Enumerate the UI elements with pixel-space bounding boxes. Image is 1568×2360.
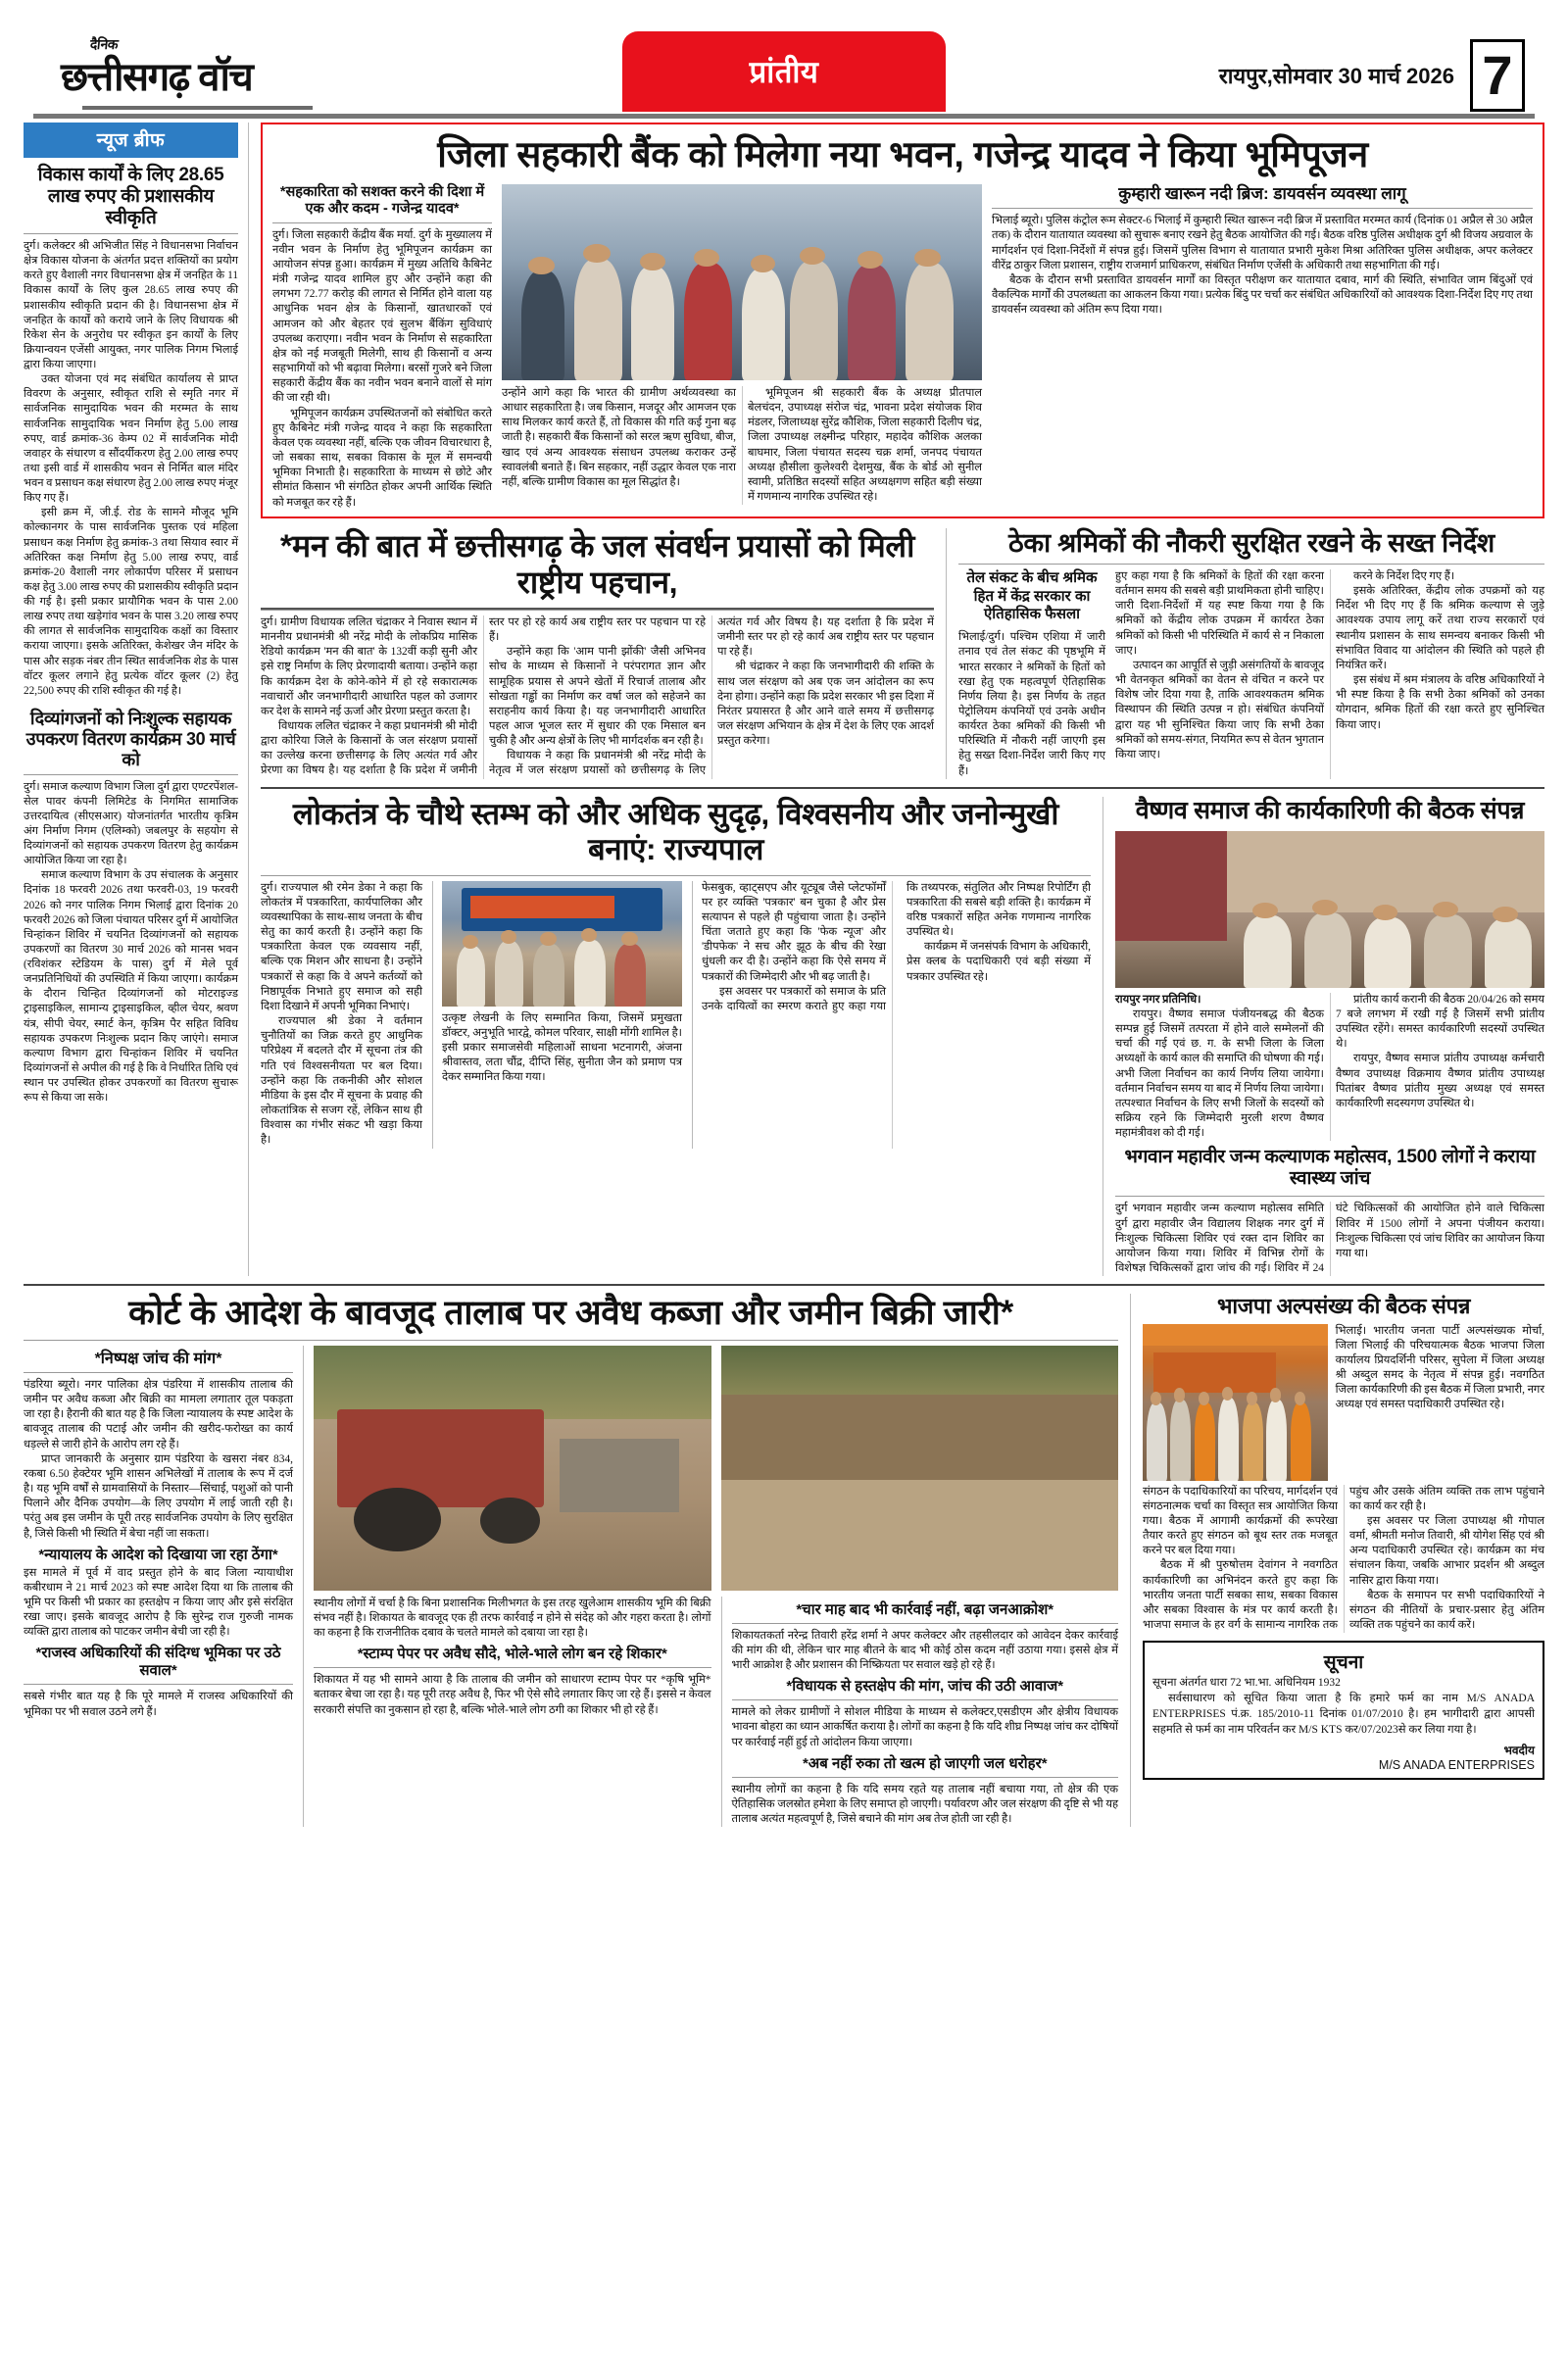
rajyapal-p3: उत्कृष्ट लेखनी के लिए सम्मानित किया, जिसमें प्रमुखता डॉक्टर, अनुभूति भारद्वे, कोमल परिवार, साक्षी मोंगी शामिल है। इसी प्रकार समाजसेवी महिलाओं साधना भटनागरी, अंजना श्रीवास्तव, लता चौंद्र, दीप्ति सिंह, सुनीता जैन को प्रमाण पत्र देकर सम्मानित किया गया। xyxy=(442,1011,682,1084)
top-story-col-2 xyxy=(502,184,982,511)
top-story-headline: जिला सहकारी बैंक को मिलेगा नया भवन, गजेन्द्र यादव ने किया भूमिपूजन xyxy=(437,134,1368,174)
rail-para-2: उक्त योजना एवं मद संबंधित कार्यालय से प्राप्त विवरण के अनुसार, स्वीकृत राशि से स्मृति नगर में सार्वजनिक सामुदायिक भवन की मरम्मत के साथ सार्वजनिक सामुदायिक भवन निर्माण हेतु 5.00 लाख रुपए, वार्ड क्रमांक-36 केम्प 02 में सार्वजनिक मोदी जवाहर के संधारण व सौंदर्यीकरण हेतु 2.00 लाख रुपए तथा इसी वार्ड में शासकीय भवन से निर्मित बाल मंदिर भवन व प्रसाधन कक्ष संधारण हेतु 2.00 लाख रुपए मंजूर किए गए हैं। xyxy=(24,373,238,505)
rule xyxy=(24,1372,293,1373)
masthead xyxy=(24,18,1544,112)
logo-name: छत्तीसगढ़ वॉच xyxy=(61,56,253,99)
notice-sign-label: भवदीय xyxy=(1503,1743,1535,1757)
bjp-story xyxy=(1131,1294,1544,1827)
photo-vaishnav-meeting xyxy=(1115,831,1544,988)
rail-headline-2: दिव्यांगजनों को निःशुल्क सहायक उपकरण वितरण कार्यक्रम 30 मार्च को xyxy=(25,708,236,769)
thekaa-p5: इसके अतिरिक्त, केंद्रीय लोक उपक्रमों को यह निर्देश भी दिए गए हैं कि श्रमिक कल्याण से जुड़े आवश्यक उपाय लागू करें तथा राज्य सरकारों एवं स्थानीय प्रशासन के साथ समन्वय बनाकर किसी भी संभावित विवाद या आंदोलन की स्थिति को पहले ही नियंत्रित करें। xyxy=(1336,585,1544,671)
talab-caption-col-right xyxy=(721,1597,1119,1827)
rajyapal-p1: दुर्ग। राज्यपाल श्री रमेन डेका ने कहा कि लोकतंत्र में पत्रकारिता, कार्यपालिका और व्यवस्थापिका के साथ-साथ जनता के बीच सेतु का कार्य करती है। उन्होंने कहा कि पत्रकारिता केवल एक व्यवसाय नहीं, बल्कि एक मिशन और साधना है। उन्होंने पत्रकारों से कहा कि वे अपने कर्तव्यों को निष्ठापूर्वक निभाते हुए समाज को सही दिशा दिखाने में अपनी भूमिका निभाएं। xyxy=(261,881,422,1012)
rajyapal-p5: इस अवसर पर पत्रकारों को समाज के प्रति उनके दायित्वों का स्मरण कराते हुए कहा गया कि तथ्यपरक, संतुलित और निष्पक्ष रिपोर्टिंग ही पत्रकारिता की सबसे बड़ी शक्ति है। कार्यक्रम में वरिष्ठ पत्रकारों सहित अनेक गणमान्य नागरिक उपस्थित थे। xyxy=(702,881,1091,1012)
rail-para-1: दुर्ग। कलेक्टर श्री अभिजीत सिंह ने विधानसभा निर्वाचन क्षेत्र विकास योजना के अंतर्गत प्रदत्त शक्तियों का प्रयोग करते हुए वैशाली नगर विधानसभा क्षेत्र में जनहित के 11 विकास कार्यों के लिए कुल 28.65 लाख रुपए की प्रशासकीय स्वीकृति प्रदान की है। विधानसभा क्षेत्र में जनहित के कार्यों को कराये जाने के लिए विधायक श्री रिकेश सेन के अनुरोध पर स्वीकृत इन कार्यों के लिए क्रियान्वयन एजेंसी आयुक्त, नगर पालिक निगम भिलाई द्वारा किया जाएगा। xyxy=(24,240,238,371)
rail-headline-1: विकास कार्यों के लिए 28.65 लाख रुपए की प्रशासकीय स्वीकृति xyxy=(37,165,224,229)
vaishnav-p1: रायपुर। वैष्णव समाज पंजीयनबद्ध की बैठक सम्पन्न हुई जिसमें तत्परता में होने वाले सम्मेलनों की चर्चा की गई एवं छ. ग. के सभी जिला के जिला अध्यक्षों के कार्य काल की समाप्ति की घोषणा की गई। अभी जिला निर्वाचन का कार्य निर्णय लिया जायेगा। वर्तमान निर्वाचन समय या बाद में निर्णय लिया जायेगा। तत्पश्चात निर्वाचन के लिए सभी जिलों के सदस्यों को सक्रिय रहने कि जिम्मेदारी मुरली शरण वैष्णव महामंत्रीवश को दी गई। xyxy=(1115,1008,1324,1140)
talab-sub-6: *अब नहीं रुका तो खत्म हो जाएगी जल धरोहर* xyxy=(802,1754,1048,1772)
thekaa-p6: इस संबंध में श्रम मंत्रालय के वरिष्ठ अधिकारियों ने भी स्पष्ट किया है कि सभी ठेका श्रमिकों को उनका योगदान, श्रमिक हितों की रक्षा करते हुए सुनिश्चित किया जाए। xyxy=(1336,674,1544,731)
top-story-col2-text xyxy=(502,386,982,505)
thekaa-p1: भिलाई/दुर्ग। पश्चिम एशिया में जारी तनाव एवं तेल संकट की पृष्ठभूमि में भारत सरकार ने श्रमिकों के हितों को रखा हेतु एक महत्वपूर्ण ऐतिहासिक निर्णय लिया है। इस निर्णय के तहत पेट्रोलियम कंपनियों एवं उनके अधीन कार्यरत ठेका श्रमिकों की किसी भी परिस्थिति में नौकरी नहीं जाएगी इस हेतु सख्त दिशा-निर्देश जारी किए गए हैं। xyxy=(958,631,1105,777)
photo-content xyxy=(721,1346,1119,1591)
rule xyxy=(992,208,1533,209)
vaishnav-byline: रायपुर नगर प्रतिनिधि। xyxy=(1115,993,1201,1006)
photo-content xyxy=(1143,1324,1328,1481)
rajyapal-col-1 xyxy=(261,881,422,1149)
mkb-p4: विधायक ने कहा कि प्रधानमंत्री श्री नरेंद्र मोदी के नेतृत्व में जल संरक्षण प्रयासों को छत्तीसगढ़ के लिए अत्यंत गर्व और विषय है। यह दर्शाता है कि प्रदेश में जमीनी स्तर पर हो रहे कार्य अब राष्ट्रीय स्तर पर पहचान पा रहे हैं। xyxy=(489,615,934,777)
mann-ki-baat-text xyxy=(261,615,934,779)
talab-sub-3: *राजस्व अधिकारियों की संदिग्ध भूमिका पर उठे सवाल* xyxy=(35,1645,281,1680)
section-four xyxy=(24,1284,1544,1827)
rail-para-4: दुर्ग। समाज कल्याण विभाग जिला दुर्ग द्वारा एण्टरपेंशल-सेल पावर कंपनी लिमिटेड के निगमित सामाजिक उत्तरदायित्व (सीएसआर) योजनांतर्गत भारतीय कृत्रिम अंग निर्माण निगम (एलिम्को) जबलपुर के सहयोग से दिव्यांगजनों को सहायक उपकरण वितरण हेतु कार्यक्रम आयोजित किया जा रहा है। xyxy=(24,780,238,867)
vaishnav-headline: वैष्णव समाज की कार्यकारिणी की बैठक संपन्न xyxy=(1135,796,1525,824)
mkb-p2: विधायक ललित चंद्राकर ने कहा प्रधानमंत्री श्री मोदी द्वारा कोरिया जिले के किसानों के जल संरक्षण प्रयासों का उल्लेख करना छत्तीसगढ़ के लिए अत्यंत गर्व और प्रेरणा का विषय है। यह दर्शाता है कि प्रदेश में जमीनी स्तर पर हो रहे कार्य अब राष्ट्रीय स्तर पर पहचान पा रहे हैं। xyxy=(261,615,706,777)
talab-p1: पंडरिया ब्यूरो। नगर पालिका क्षेत्र पंडरिया में शासकीय तालाब की जमीन पर अवैध कब्जा और बिक्री का मामला लगातार तूल पकड़ता जा रहा है। हैरानी की बात यह है कि जिला न्यायालय के स्पष्ट आदेश के बावजूद तालाब की पटाई और जमीन की खरीद-फरोख्त का कार्य धड़ल्ले से जारी होने के आरोप लग रहे हैं। xyxy=(24,1378,293,1450)
photo-rajyapal-event xyxy=(442,881,682,1007)
mkb-p3: उन्होंने कहा कि 'आम पानी झोंकी' जैसी अभिनव सोच के माध्यम से किसानों ने परंपरागत ज्ञान और सामूहिक प्रयास से अपने खेतों में रिचार्ज तालाब और सोखता गड्ढों का निर्माण कर वर्षा जल को सहेजने का सराहनीय कार्य किया है। यह जनभागीदारी आधारित पहल आज भूजल स्तर में सुधार की एक मिसाल बन चुकी है और अन्य क्षेत्रों के लिए भी मार्गदर्शक बन रही है। xyxy=(489,646,706,748)
rule xyxy=(732,1699,1119,1700)
rule xyxy=(958,564,1544,565)
talab-sub-5: *विधायक से हस्तक्षेप की मांग, जांच की उठी आवाज* xyxy=(786,1678,1064,1696)
talab-col-1 xyxy=(24,1346,293,1827)
talab-p2: प्राप्त जानकारी के अनुसार ग्राम पंडरिया के खसरा नंबर 834, रकबा 6.50 हेक्टेयर भूमि शासन अभिलेखों में तालाब के रूप में दर्ज है। यह भूमि वर्षों से ग्रामवासियों के निस्तार—सिंचाई, पशुओं को पानी पिलाने और दैनिक उपयोग—के लिए उपयोग में लाई जाती रही है। परंतु अब इस जमीन के पूरी तरह सार्वजनिक उपयोग के लिए सुरक्षित है, जिसे किसी भी स्थिति में बेचा नहीं जा सकता। xyxy=(24,1452,293,1540)
notice-sign-name: M/S ANADA ENTERPRISES xyxy=(1378,1757,1535,1772)
top-story xyxy=(261,123,1544,518)
thekaa-headline: ठेका श्रमिकों की नौकरी सुरक्षित रखने के सख्त निर्देश xyxy=(1008,527,1494,558)
talab-p8: स्थानीय लोगों का कहना है कि यदि समय रहते यह तालाब नहीं बचाया गया, तो क्षेत्र की एक ऐतिहासिक जलस्रोत हमेशा के लिए समाप्त हो जाएगी। पर्यावरण और जल संरक्षण की दृष्टि से भी यह तालाब अत्यंत महत्वपूर्ण है, जिसे बचाने की मांग अब तेज होती जा रही है। xyxy=(731,1783,1118,1826)
news-brief-rail xyxy=(24,123,249,1276)
top-story-subhead-right: कुम्हारी खारून नदी ब्रिज: डायवर्सन व्यवस्था लागू xyxy=(1118,183,1406,203)
talab-p6: शिकायतकर्ता नरेन्द्र तिवारी हरेंद्र शर्मा ने अपर कलेक्टर और तहसीलदार को आवेदन देकर कार्रवाई की मांग की थी, लेकिन चार माह बीतने के बाद भी कोई ठोस कदम नहीं उठाया गया। इससे क्षेत्र में भारी आक्रोश है और प्रशासन की निष्क्रियता पर सवाल खड़े हो रहे हैं। xyxy=(731,1629,1118,1672)
photo-content xyxy=(1115,831,1544,988)
mkb-p1: दुर्ग। ग्रामीण विधायक ललित चंद्राकर ने निवास स्थान में माननीय प्रधानमंत्री श्री नरेंद्र मोदी के लोकप्रिय मासिक रेडियो कार्यक्रम 'मन की बात' के 132वीं कड़ी सुनी और इसे राष्ट्र निर्माण के लिए प्रेरणादायी बताया। उन्होंने कहा कि कार्यक्रम देश के कोने-कोने में हो रहे सकारात्मक नवाचारों और जनभागीदारी आधारित पहल को उजागर कर देश के सामने नई ऊर्जा और प्रेरणा प्रस्तुत करता है। xyxy=(261,615,477,717)
notice-p2: सर्वसाधारण को सूचित किया जाता है कि हमारे फर्म का नाम M/S ANADA ENTERPRISES पं.क्र. 185/2010-11 दिनांक 01/07/2010 है। हम भागीदारी द्वारा आपसी सहमति से फर्म का नाम परिवर्तन कर M/S KTS कर/07/2023से कर लिया गया है। xyxy=(1152,1693,1535,1736)
talab-p7: मामले को लेकर ग्रामीणों ने सोशल मीडिया के माध्यम से कलेक्टर,एसडीएम और क्षेत्रीय विधायक भावना बोहरा का ध्यान आकर्षित कराया है। लोगों का कहना है कि यदि शीघ्र निष्पक्ष जांच कर दोषियों पर कार्रवाई नहीं हुई तो आंदोलन किया जाएगा। xyxy=(731,1706,1118,1748)
rule xyxy=(24,774,238,775)
rajyapal-col-3 xyxy=(692,881,1091,1149)
vaishnav-text xyxy=(1115,993,1544,1142)
thekaa-kicker: तेल संकट के बीच श्रमिक हित में केंद्र सरकार का ऐतिहासिक फैसला xyxy=(966,568,1098,623)
photo-content xyxy=(442,881,682,1007)
page-number: 7 xyxy=(1470,39,1525,112)
rajyapal-headline: लोकतंत्र के चौथे स्तम्भ को और अधिक सुदृढ़, विश्वसनीय और जनोन्मुखी बनाएं: राज्यपाल xyxy=(292,796,1059,866)
notice-p1: सूचना अंतर्गत धारा 72 भा.भा. अधिनियम 1932 xyxy=(1152,1677,1341,1690)
bjp-text xyxy=(1143,1485,1544,1634)
top-story-columns xyxy=(272,184,1533,511)
talab-p4: सबसे गंभीर बात यह है कि पूरे मामले में राजस्व अधिकारियों की भूमिका पर भी सवाल उठने लगे हैं। xyxy=(24,1691,293,1718)
top-story-p2: भूमिपूजन कार्यक्रम उपस्थितजनों को संबोधित करते हुए कैबिनेट मंत्री गजेन्द्र यादव ने कहा कि सहकारिता केवल एक व्यवस्था नहीं, बल्कि एक जीवन विचारधारा है, जो सबका साथ, सबका विकास के मूल में समन्वयी भूमिका निभाती है। सहकारिता के माध्यम से छोटे और सीमांत किसान भी संगठित होकर अपनी आर्थिक स्थिति को मजबूत कर रहे हैं। xyxy=(272,407,492,509)
top-story-p4: भूमिपूजन श्री सहकारी बैंक के अध्यक्ष प्रीतपाल बेलचंदन, उपाध्यक्ष संरोज चंद्र, भावना प्रदेश संयोजक शिव मंडलर, जिलाध्यक्ष सुरेंद्र कौशिक, जिला सहकारी दिलीप चंद्र, जिला उपाध्यक्ष लक्ष्मीन्द्र परिहार, महादेव कौशिक अलका बाघमार, जिला पंचायत सदस्य चक्र शर्मा, जनपद पंचायत अध्यक्ष हौसीला कुलेश्वरी देशमुख, बैंक के बोर्ड ओ सुनील स्वामी, प्रतिष्ठित सदस्यों सहित अध्यक्षगण सहित बड़ी संख्या में गणमान्य नागरिक उपस्थित रहे। xyxy=(748,386,982,503)
top-story-p1: दुर्ग। जिला सहकारी केंद्रीय बैंक मर्या. दुर्ग के मुख्यालय में नवीन भवन के निर्माण हेतु भूमिपूजन कार्यक्रम का आयोजन संपन्न हुआ। कार्यक्रम में मुख्य अतिथि कैबिनेट मंत्री गजेन्द्र यादव शामिल हुए और उन्होंने कहा की लगभग 72.77 करोड़ की लागत से निर्मित होने वाला यह आधुनिक भवन क्षेत्र के किसानों, खातधारकों एवं आमजन को और बेहतर एवं सुलभ बैंकिंग सुविधाएं उपलब्ध कराएगा। नवीन भवन के निर्माण से सहकारिता क्षेत्र को नई मजबूती मिलेगी, साथ ही किसानों व अन्य सहभागियों को भी बढ़ावा मिलेगा। बरसों गुजरे बने जिला सहकारी केंद्रीय बैंक का नवीन भवन बनाने वालों से मांग की जा रही थी। xyxy=(272,228,492,405)
bjp-headline: भाजपा अल्पसंख्य की बैठक संपन्न xyxy=(1216,1294,1471,1319)
mahaveer-p1: दुर्ग भगवान महावीर जन्म कल्याण महोत्सव समिति दुर्ग द्वारा महावीर जैन विद्यालय शिक्षक नगर दुर्ग में निःशुल्क चिकित्सा शिविर एवं रक्त दान शिविर का आयोजन किया गया। शिविर में विभिन्न रोगों के विशेषज्ञ चिकित्सकों द्वारा जांच की गई। शिविर में 24 घंटे चिकित्सकों की आयोजित होने वाले चिकित्सा शिविर में 1500 लोगों ने अपना पंजीयन कराया। निःशुल्क चिकित्सा एवं जांच शिविर का आयोजन किया गया था। xyxy=(1115,1203,1544,1275)
thekaa-p3: उत्पादन का आपूर्ति से जुड़ी असंगतियों के बावजूद भी वेतनकृत श्रमिकों का वेतन से वंचित न करने पर विशेष जोर दिया गया है, ताकि आवश्यकतम श्रमिक विस्थापन की स्थिति उत्पन्न न हो। संबंधित कंपनियों द्वारा यह भी सुनिश्चित किया जाए कि सभी ठेका श्रमिकों को समय-संगत, नियमित रूप से वेतन भुगतान किया जाए। xyxy=(1115,659,1324,761)
photo-pond-filling xyxy=(721,1346,1119,1591)
thekaa-text xyxy=(1115,569,1544,779)
rajyapal-p6: कार्यक्रम में जनसंपर्क विभाग के अधिकारी, प्रेस क्लब के पदाधिकारी एवं बड़ी संख्या में पत्रकार उपस्थित रहे। xyxy=(906,941,1091,983)
rule xyxy=(314,1667,711,1668)
main-column xyxy=(249,123,1544,1276)
rail-para-5: समाज कल्याण विभाग के उप संचालक के अनुसार दिनांक 18 फरवरी 2026 तथा फरवरी-03, 19 फरवरी 2026 को नगर पालिक निगम भिलाई द्वारा दिनांक 20 फरवरी 2026 को जिला पंचायत परिसर दुर्ग में आयोजित चिन्हांकन शिविर में चयनित दिव्यांगजनों को सहायक उपकरणों का वितरण 30 मार्च 2026 को मानस भवन (रविशंकर स्टेडियम के पास) दुर्ग में मेले पूर्व जनप्रतिनिधियों की उपस्थिति में किया जाएगा। कार्यक्रम के दौरान चिन्हित दिव्यांगजनों को मोटराइज्ड ट्राइसाइकिल, सामान्य ट्राइसाइकिल, व्हील चेयर, श्रवण यंत्र, सीपी चेयर, स्मार्ट केन, कृत्रिम पैर सहित विविध सहायक उपकरण निःशुल्क प्रदान किए जाएंगे। समाज कल्याण विभाग द्वारा चिन्हांकन शिविर में चयनित दिव्यांगजनों से अपील की गई है कि वे निर्धारित तिथि एवं स्थान पर उपस्थित होकर उपकरणों का वितरण सुचारू रूप से किया जा सके। xyxy=(24,869,238,1105)
talab-col-2 xyxy=(303,1346,1118,1827)
mann-ki-baat-story xyxy=(261,528,947,779)
mann-ki-baat-headline: *मन की बात में छत्तीसगढ़ के जल संवर्धन प्रयासों को मिली राष्ट्रीय पहचान, xyxy=(279,527,915,600)
top-grid xyxy=(24,123,1544,1276)
thekaa-p2: हुए कहा गया है कि श्रमिकों के हितों की रक्षा करना वर्तमान समय की सबसे बड़ी प्राथमिकता होनी चाहिए। जारी दिशा-निर्देशों में यह स्पष्ट किया गया है कि श्रमिकों को केंद्रीय लोक उपक्रम में कार्यरत ठेका श्रमिकों को किसी भी परिस्थिति में कार्य से न निकाला जाए। xyxy=(1115,569,1324,657)
section-tab xyxy=(622,31,946,112)
rajyapal-story xyxy=(261,797,1103,1276)
logo-underline xyxy=(82,106,313,110)
rule xyxy=(1115,1196,1544,1197)
talab-cap-left: स्थानीय लोगों में चर्चा है कि बिना प्रशासनिक मिलीभगत के इस तरह खुलेआम शासकीय भूमि की बिक्री संभव नहीं है। शिकायत के बावजूद एक ही तरफ कार्रवाई न होने से संदेह को और गहरा करता है। लोगों का कहना है कि राजनीतिक दबाव के चलते मामले को दबाया जा रहा है। xyxy=(314,1597,711,1640)
rule xyxy=(24,233,238,234)
public-notice xyxy=(1143,1641,1544,1779)
bjp-p2: संगठन के पदाधिकारियों का परिचय, मार्गदर्शन एवं संगठनात्मक चर्चा का विस्तृत सत्र आयोजित किया गया। बैठक में आगामी कार्यक्रमों की रूपरेखा तैयार करते हुए संगठन को बूथ स्तर तक मजबूत करने पर बल दिया गया। xyxy=(1143,1485,1338,1557)
top-story-p5: भिलाई ब्यूरो। पुलिस कंट्रोल रूम सेक्टर-6 भिलाई में कुम्हारी स्थित खारून नदी ब्रिज में प्रस्तावित मरम्मत कार्य (दिनांक 01 अप्रैल से 30 अप्रैल तक) के दौरान यातायात व्यवस्था को सुचारू बनाए रखने हेतु बैठक आयोजित की गई। बैठक वरिष्ठ पुलिस अधीक्षक दुर्ग श्री विजय अग्रवाल के मार्गदर्शन एवं दिशा-निर्देशों में संपन्न हुई। जिसमें पुलिस विभाग से यातायात प्रभारी मुकेश मिश्रा अतिरिक्त पुलिस अधीक्षक, अपर कलेक्टर वीरेंद्र ठाकुर जिला प्रशासन, राष्ट्रीय राजमार्ग प्राधिकरण, संबंधित निर्माण एजेंसी के अधिकारी तथा सहभागिता की गई। xyxy=(992,215,1533,271)
talab-cap-center: *चार माह बाद भी कार्रवाई नहीं, बढ़ा जनआक्रोश* xyxy=(796,1600,1054,1618)
mkb-p5: श्री चंद्राकर ने कहा कि जनभागीदारी की शक्ति के साथ जल संरक्षण को अब एक जन आंदोलन का रूप देना होगा। उन्होंने कहा कि प्रदेश सरकार भी इस दिशा में निरंतर प्रयासरत है और आने वाले समय में छत्तीसगढ़ जल संरक्षण अभियान के क्षेत्र में देश के लिए एक आदर्श प्रस्तुत करेगा। xyxy=(717,661,934,748)
rule xyxy=(24,1340,1118,1341)
talab-sub-2: *न्यायालय के आदेश को दिखाया जा रहा ठेंगा* xyxy=(38,1546,278,1563)
bjp-p4: इस अवसर पर जिला उपाध्यक्ष श्री गोपाल वर्मा, श्रीमती मनोज तिवारी, श्री योगेश सिंह एवं श्री अन्य पदाधिकारी उपस्थित रहे। कार्यक्रम का मंच संचालन किया, जबकि आभार प्रदर्शन श्री अब्दुल नासिर द्वारा किया गया। xyxy=(1349,1515,1544,1587)
top-story-col-3 xyxy=(992,184,1533,511)
vaishnav-p3: रायपुर, वैष्णव समाज प्रांतीय उपाध्यक्ष कर्मचारी वैष्णव उपाध्यक्ष विक्रमाय वैष्णव प्रांतीय उपाध्यक्ष पितांबर वैष्णव प्रांतीय मुख्य अध्यक्ष एवं समस्त कार्यकारिणी सदस्यगण उपस्थित थे। xyxy=(1336,1053,1544,1109)
talab-p3: इस मामले में पूर्व में वाद प्रस्तुत होने के बाद जिला न्यायाधीश कबीरधाम ने 21 मार्च 2023 को स्पष्ट आदेश दिया था कि तालाब की भूमि पर किसी भी प्रकार का हस्तक्षेप न किया जाए और इसे संरक्षित रखा जाए। इसके बावजूद आरोप है कि सुरेन्द्र राज गुरुजी नामक व्यक्ति द्वारा तालाब को पाटकर जमीन बेची जा रही है। xyxy=(24,1566,293,1639)
thekaa-p4: करने के निर्देश दिए गए हैं। xyxy=(1353,569,1455,582)
vaishnav-story xyxy=(1103,797,1544,1276)
bjp-p1: भिलाई। भारतीय जनता पार्टी अल्पसंख्यक मोर्चा, जिला भिलाई की परिचयात्मक बैठक भाजपा जिला कार्यालय प्रियदर्शिनी परिसर, सुपेला में जिला अध्यक्ष श्री अब्दुल समद के नेतृत्व में संपन्न हुई। नवगठित जिला कार्यकारिणी की इस बैठक में जिला प्रभारी, नगर अध्यक्ष एवं समस्त पदाधिकारी उपस्थित रहे। xyxy=(1335,1324,1544,1411)
masthead-divider xyxy=(33,114,1535,119)
talab-story xyxy=(24,1294,1131,1827)
thekaa-shramik-story xyxy=(947,528,1544,779)
rule xyxy=(732,1777,1119,1778)
newspaper-logo xyxy=(61,35,325,110)
dateline: रायपुर,सोमवार 30 मार्च 2026 xyxy=(1218,64,1454,88)
top-story-subhead-left: *सहकारिता को सशक्त करने की दिशा में एक और कदम - गजेन्द्र यादव* xyxy=(279,183,485,218)
photo-bjp-meeting xyxy=(1143,1324,1328,1481)
top-story-col-1 xyxy=(272,184,492,511)
logo-kicker: दैनिक xyxy=(89,36,119,52)
rule xyxy=(272,222,492,223)
bjp-p5: बैठक के समापन पर सभी पदाधिकारियों ने संगठन की नीतियों के प्रचार-प्रसार हेतु अंतिम व्यक्ति तक पहुंचने का कार्य करें। xyxy=(1349,1589,1544,1632)
top-story-p3: उन्होंने आगे कहा कि भारत की ग्रामीण अर्थव्यवस्था का आधार सहकारिता है। जब किसान, मजदूर और आमजन एक साथ मिलकर कार्य करते हैं, तो विकास की गति कई गुना बढ़ जाती है। सहकारी बैंक किसानों को सरल ऋण सुविधा, बीज, खाद एवं अन्य आवश्यक संसाधन उपलब्ध कराकर उन्हें स्वावलंबी बनाते हैं। बिन सहकार, नहीं उद्धार केवल एक नारा नहीं, बल्कि ग्रामीण विकास का मूल सिद्धांत है। xyxy=(502,386,736,488)
photo-content xyxy=(314,1346,711,1591)
rule xyxy=(24,1684,293,1685)
talab-sub-1: *निष्पक्ष जांच की मांग* xyxy=(94,1350,222,1367)
notice-title: सूचना xyxy=(1323,1652,1364,1674)
mahaveer-text xyxy=(1115,1202,1544,1276)
talab-p5: शिकायत में यह भी सामने आया है कि तालाब की जमीन को साधारण स्टाम्प पेपर पर *कृषि भूमि* बताकर बेचा जा रहा है। यह पूरी तरह अवैध है, फिर भी ऐसे सौदे लगातार किए जा रहे हैं। इससे न केवल सरकारी संपत्ति का नुकसान हो रहा है, बल्कि भोले-भाले लोग ठगी का शिकार भी हो रहे हैं। xyxy=(314,1674,711,1716)
top-story-p6: बैठक के दौरान सभी प्रस्तावित डायवर्सन मार्गों का विस्तृत परीक्षण कर यातायात दबाव, मार्ग की स्थिति, संभावित जाम बिंदुओं एवं वैकल्पिक मार्गों की उपलब्धता का आकलन किया गया। प्रत्येक बिंदु पर चर्चा कर संबंधित अधिकारियों को आवश्यक दिशा-निर्देश दिए गए तथा डायवर्सन व्यवस्था को अंतिम रूप दिया गया। xyxy=(992,273,1533,317)
rail-para-3: इसी क्रम में, जी.ई. रोड के सामने मौजूद भूमि कोल्कानगर के पास सार्वजनिक पुस्तक एवं महिला प्रसाधन कक्ष निर्माण हेतु क्रमांक-3 तथा सियाव स्वार में अतिरिक्त कक्ष निर्माण हेतु 5.00 लाख रुपए, वार्ड क्रमांक-20 वैशाली नगर लोकार्पण परिसर में प्रसाधन कक्ष हेतु 3.00 लाख रुपए की प्रशासकीय स्वीकृति प्रदान की गई है। इसी प्रकार प्रायौगिक भवन के पास 2.00 लाख रुपए तथा खड़ेगांव भवन के पास 3.20 लाख रुपए की लागत से सार्वजनिक सामुदायिक कक्षों का विस्तार कराया जाएगा। इसके अतिरिक्त, केशेखर जैन मंदिर के पास और सड़क नंबर तीन स्थित सार्वजनिक शेड के पास वॉटर कूलर लगाने हेतु प्रत्येक वॉटर कूलर (2) हेतु 22,500 रुपए की राशि स्वीकृत की गई है। xyxy=(24,507,238,697)
talab-headline: कोर्ट के आदेश के बावजूद तालाब पर अवैध कब्जा और जमीन बिक्री जारी* xyxy=(128,1294,1013,1333)
photo-bhumipujan xyxy=(502,184,982,380)
rajyapal-p4: फेसबुक, व्हाट्सएप और यूट्यूब जैसे प्लेटफॉर्मों पर हर व्यक्ति 'पत्रकार' बन चुका है और प्रेस सत्यापन से पहले ही पहुंचाया जाता है। उन्होंने चिंता जताते हुए कहा कि 'फेक न्यूज' और 'डीपफेक' ने सच और झूठ के बीच की रेखा धुंधली कर दी है। उन्होंने कहा कि ऐसे समय में पत्रकारों की जिम्मेदारी और भी बढ़ जाती है। xyxy=(702,881,886,983)
talab-sub-4: *स्टाम्प पेपर पर अवैध सौदे, भोले-भाले लोग बन रहे शिकार* xyxy=(357,1646,667,1663)
news-brief-tab: न्यूज ब्रीफ xyxy=(24,123,238,158)
rule xyxy=(261,875,1091,876)
rajyapal-p2: राज्यपाल श्री डेका ने वर्तमान चुनौतियों का जिक्र करते हुए आधुनिक परिप्रेक्ष्य में बदलते दौर में सूचना तंत्र की गति एवं विश्वसनीयता पर बल दिया। उन्होंने कहा कि तकनीकी और सोशल मीडिया के इस दौर में सूचना के प्रवाह की लोकतांत्रिक से सजग रहें, लेकिन साथ ही विश्वास का गंभीर संकट भी खड़ा किया है। xyxy=(261,1015,422,1147)
bjp-p3: बैठक में श्री पुरुषोत्तम देवांगन ने नवगठित कार्यकारिणी का अभिनंदन करते हुए कहा कि भारतीय जनता पार्टी सबका साथ, सबका विकास और सबका विश्वास के मंत्र पर कार्य करती है। भाजपा समाज के हर वर्ग के सामान्य नागरिक तक पहुंच और उसके अंतिम व्यक्ति तक लाभ पहुंचाने का कार्य कर रही है। xyxy=(1143,1485,1544,1632)
rule xyxy=(261,608,934,611)
photo-content xyxy=(502,184,982,380)
rule xyxy=(732,1623,1119,1624)
vaishnav-p2: प्रांतीय कार्य करानी की बैठक 20/04/26 को समय 7 बजे लगभग में रखी गई है जिसमें सभी प्रांतीय उपस्थित रहेंगे। समस्त कार्यकारिणी सदस्यों उपस्थित थे। xyxy=(1336,993,1544,1051)
section-tab-label: प्रांतीय xyxy=(749,55,819,89)
section-two xyxy=(261,528,1544,779)
section-three xyxy=(261,787,1544,1276)
mahaveer-subheadline: भगवान महावीर जन्म कल्याणक महोत्सव, 1500 लोगों ने कराया स्वास्थ्य जांच xyxy=(1124,1147,1536,1190)
talab-caption-col-left xyxy=(314,1597,711,1827)
photo-tractor-pond xyxy=(314,1346,711,1591)
thekaa-kicker-col xyxy=(958,569,1105,779)
